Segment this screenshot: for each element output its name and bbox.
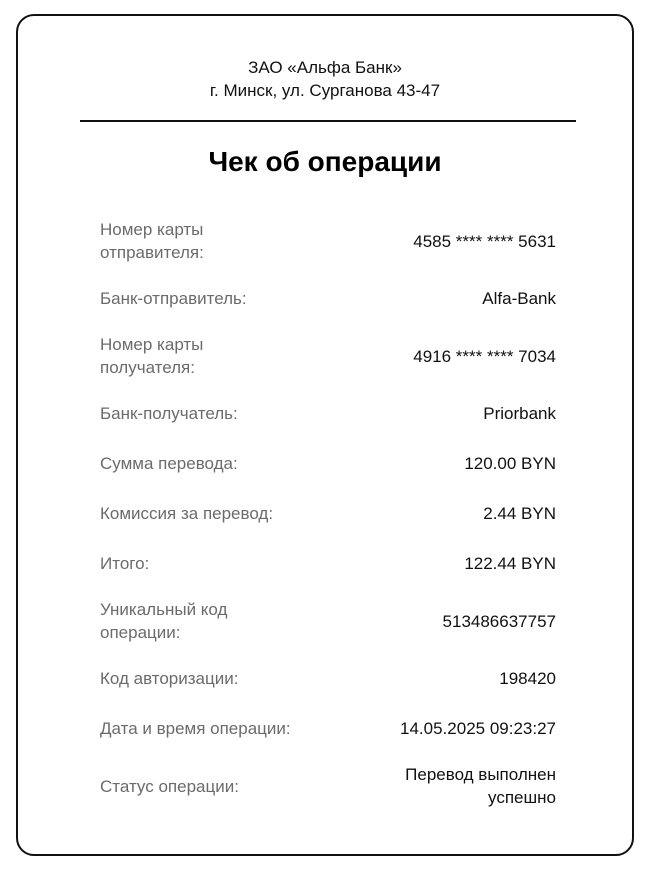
detail-row-total xyxy=(100,552,556,575)
detail-label: Комиссия за перевод: xyxy=(100,504,274,523)
detail-label: Дата и время операции: xyxy=(100,719,291,738)
detail-value: 513486637757 xyxy=(442,611,556,631)
detail-label: Статус операции: xyxy=(100,776,239,796)
detail-value: 4916 **** **** 7034 xyxy=(413,346,556,366)
detail-row-sender-bank xyxy=(100,287,556,310)
detail-row-auth-code xyxy=(100,667,556,690)
detail-label: Итого: xyxy=(100,554,150,573)
bank-address: г. Минск, ул. Сурганова 43-47 xyxy=(209,81,441,100)
detail-row-sender-card xyxy=(100,218,556,264)
status-value: Перевод выполнен успешно xyxy=(405,765,556,807)
detail-value: 4585 **** **** 5631 xyxy=(413,231,556,251)
detail-label: Номер карты отправителя: xyxy=(100,220,204,262)
detail-value: Alfa-Bank xyxy=(482,289,556,308)
detail-row-unique-code xyxy=(100,598,556,644)
bank-header xyxy=(18,56,632,102)
detail-row-recipient-bank xyxy=(100,402,556,425)
detail-label: Номер карты получателя: xyxy=(100,335,204,377)
detail-value: 198420 xyxy=(499,669,556,688)
detail-label: Сумма перевода: xyxy=(100,454,238,473)
header-divider xyxy=(80,120,576,122)
bank-name: ЗАО «Альфа Банк» xyxy=(248,58,402,77)
detail-value: 120.00 BYN xyxy=(464,454,556,473)
receipt-title: Чек об операции xyxy=(208,146,442,177)
detail-row-recipient-card xyxy=(100,333,556,379)
detail-row-datetime xyxy=(100,717,556,740)
detail-label: Код авторизации: xyxy=(100,669,239,688)
detail-label: Банк-отправитель: xyxy=(100,289,247,308)
detail-row-transfer-amount xyxy=(100,452,556,475)
detail-value: 2.44 BYN xyxy=(483,504,556,523)
detail-value: Priorbank xyxy=(483,404,556,423)
detail-row-commission xyxy=(100,502,556,525)
detail-value: 14.05.2025 09:23:27 xyxy=(400,719,556,738)
detail-value: 122.44 BYN xyxy=(464,554,556,573)
receipt-card xyxy=(16,14,634,856)
detail-label: Уникальный код операции: xyxy=(100,600,228,642)
detail-row-status xyxy=(100,763,556,809)
detail-label: Банк-получатель: xyxy=(100,404,238,423)
